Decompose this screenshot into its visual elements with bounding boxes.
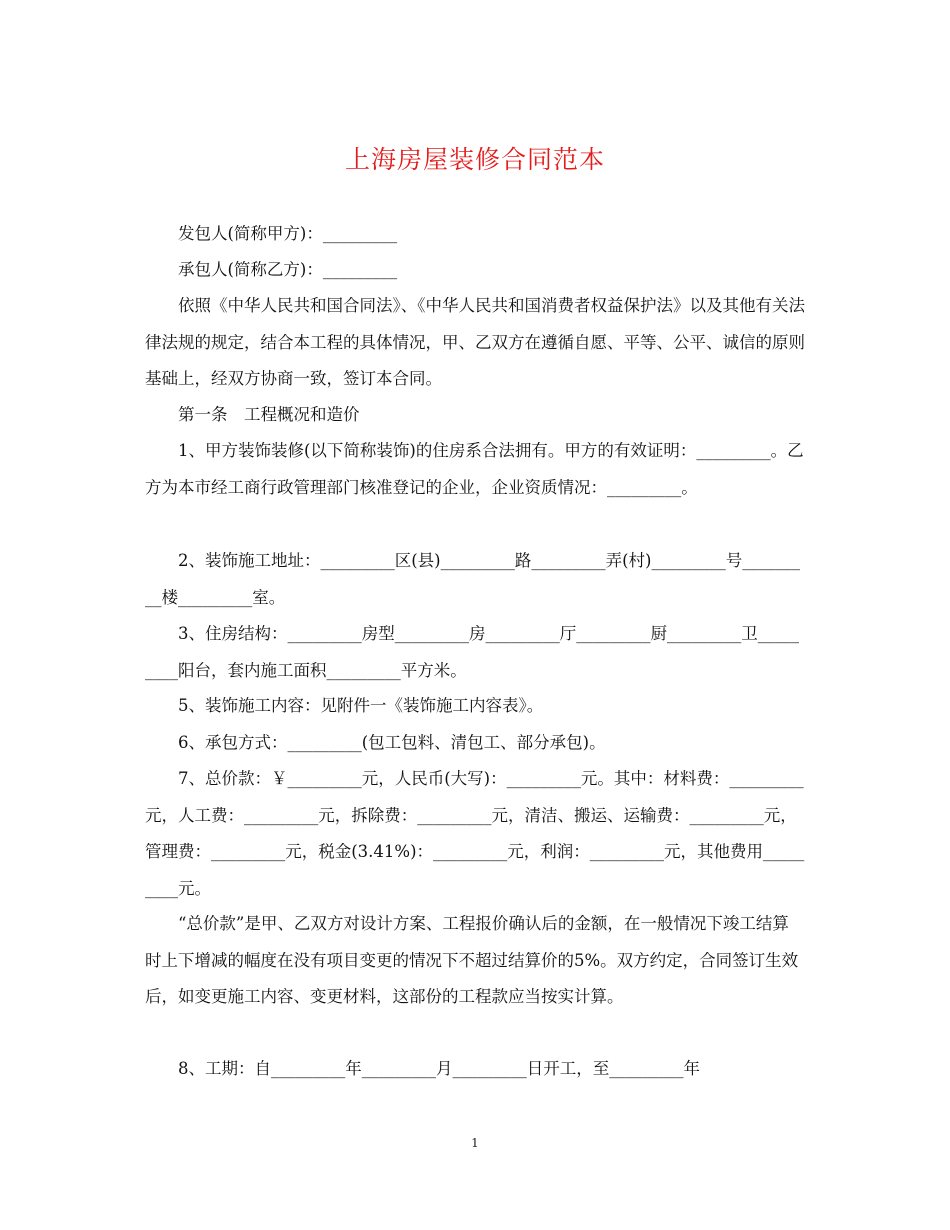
clause-1: 1、甲方装饰装修(以下简称装饰)的住房系合法拥有。甲方的有效证明：_________。乙方为本市经工商行政管理部门核准登记的企业，企业资质情况：_________。 xyxy=(145,441,804,497)
party-a-line: 发包人(简称甲方)：_________ xyxy=(178,224,398,243)
clause-8: 8、工期：自_________年_________月_________日开工，至_________年 xyxy=(178,1059,700,1078)
document-title: 上海房屋装修合同范本 xyxy=(344,145,605,174)
preamble-paragraph: 依照《中华人民共和国合同法》、《中华人民共和国消费者权益保护法》以及其他有关法律法规的规定，结合本工程的具体情况，甲、乙双方在遵循自愿、平等、公平、诚信的原则基础上，经双方协商一致，签订本合同。 xyxy=(145,296,805,388)
clause-5: 5、装饰施工内容：见附件一《装饰施工内容表》。 xyxy=(178,696,544,715)
total-price-note: “总价款”是甲、乙双方对设计方案、工程报价确认后的金额，在一般情况下竣工结算时上下增减的幅度在没有项目变更的情况下不超过结算价的5%。双方约定，合同签订生效后，如变更施工内容、变更材料，这部份的工程款应当按实计算。 xyxy=(145,914,799,1006)
clause-6: 6、承包方式：_________(包工包料、清包工、部分承包)。 xyxy=(178,733,606,752)
clause-7: 7、总价款：￥_________元，人民币(大写)：_________元。其中：材料费：_________元，人工费：_________元，拆除费：_________元，清洁、搬运、运输费：_________元，管理费：_________元，税金(3.41%)：_________元，利润：_________元，其他费用_________元。 xyxy=(145,769,805,898)
party-b-line: 承包人(简称乙方)：_________ xyxy=(178,260,398,279)
page-number: 1 xyxy=(471,1136,479,1150)
clause-3: 3、住房结构：_________房型_________房_________厅_________厨_________卫_________阳台，套内施工面积_________平方米。 xyxy=(145,624,799,680)
clause-2: 2、装饰施工地址：_________区(县)_________路_________弄(村)_________号_________楼_________室。 xyxy=(145,551,800,607)
article-one-heading: 第一条 工程概况和造价 xyxy=(178,405,360,424)
